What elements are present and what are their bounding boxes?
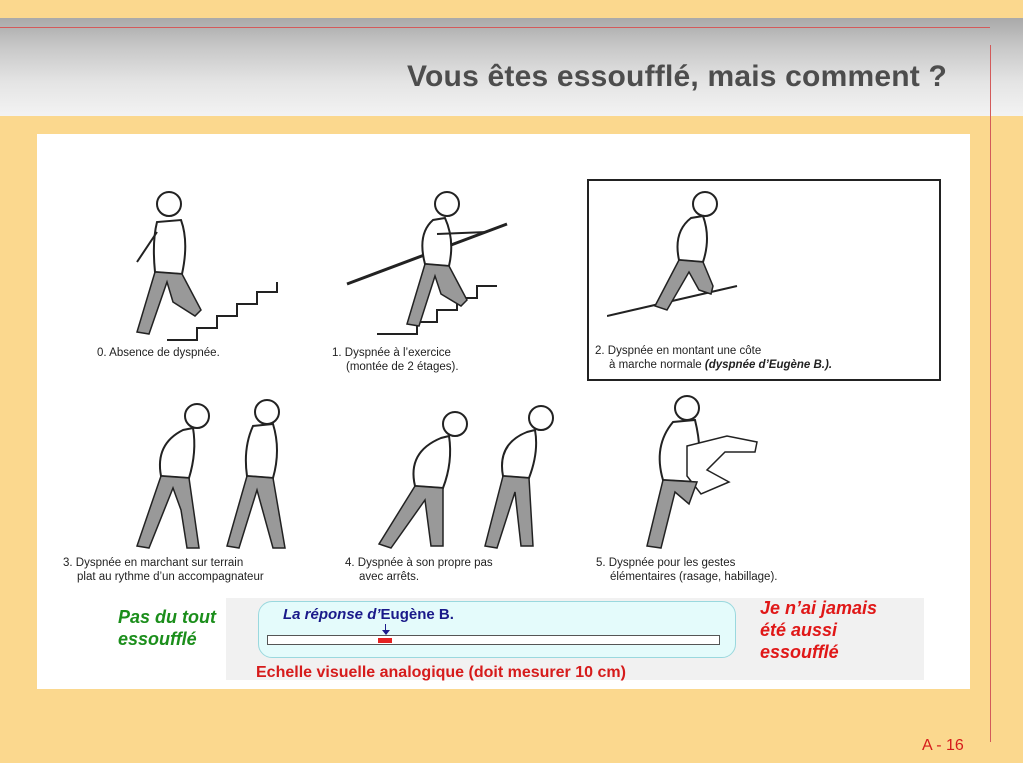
figure-2-line2: à marche normale: [609, 359, 705, 371]
figure-2-illustration: [607, 186, 767, 326]
figure-3-illustration: [97, 392, 317, 557]
figure-2-line1: 2. Dyspnée en montant une côte: [595, 345, 762, 357]
scale-max-label: [760, 597, 877, 663]
figure-0-line1: 0. Absence de dyspnée.: [97, 347, 220, 359]
scale-min-label: [118, 606, 216, 650]
figure-1-caption: [332, 346, 459, 374]
figure-5-illustration: [617, 386, 787, 556]
response-marker: [378, 638, 392, 643]
analog-scale-line: [267, 635, 720, 645]
figure-5-line1: 5. Dyspnée pour les gestes: [596, 557, 736, 569]
figure-1-line2: (montée de 2 étages).: [346, 361, 459, 373]
response-label: [283, 606, 454, 623]
header-rule: [0, 27, 990, 28]
figure-3-caption: [63, 556, 264, 584]
slide-number: A - 16: [922, 737, 964, 754]
figure-0-illustration: [97, 182, 297, 344]
scale-min-line1: Pas du tout: [118, 607, 216, 627]
figure-5-caption: [596, 556, 777, 584]
figure-4-line2: avec arrêts.: [359, 571, 420, 583]
response-label-italic: La réponse d’: [283, 606, 381, 623]
right-rule: [990, 45, 991, 742]
figure-5-line2: élémentaires (rasage, habillage).: [610, 571, 778, 583]
slide-title: Vous êtes essoufflé, mais comment ?: [407, 60, 947, 93]
figure-4-line1: 4. Dyspnée à son propre pas: [345, 557, 493, 569]
figure-3-line2: plat au rythme d’un accompagnateur: [77, 571, 264, 583]
figure-1-illustration: [337, 184, 537, 344]
top-band: [0, 0, 1023, 18]
scale-max-line2: été aussi: [760, 620, 838, 640]
response-label-name: Eugène B.: [380, 606, 454, 623]
figure-3-line1: 3. Dyspnée en marchant sur terrain: [63, 557, 244, 569]
scale-max-line3: essoufflé: [760, 642, 839, 662]
arrow-down-icon: [382, 630, 390, 635]
figure-4-caption: [345, 556, 493, 584]
scale-min-line2: essoufflé: [118, 629, 197, 649]
scale-caption: Echelle visuelle analogique (doit mesurer 10 cm): [256, 664, 626, 681]
figure-0-caption: [97, 346, 220, 360]
figure-2-caption: [595, 344, 832, 372]
figure-4-illustration: [357, 396, 577, 556]
figure-2-bold: (dyspnée d’Eugène B.).: [704, 359, 833, 371]
scale-max-line1: Je n’ai jamais: [760, 598, 878, 618]
figure-1-line1: 1. Dyspnée à l’exercice: [332, 347, 451, 359]
